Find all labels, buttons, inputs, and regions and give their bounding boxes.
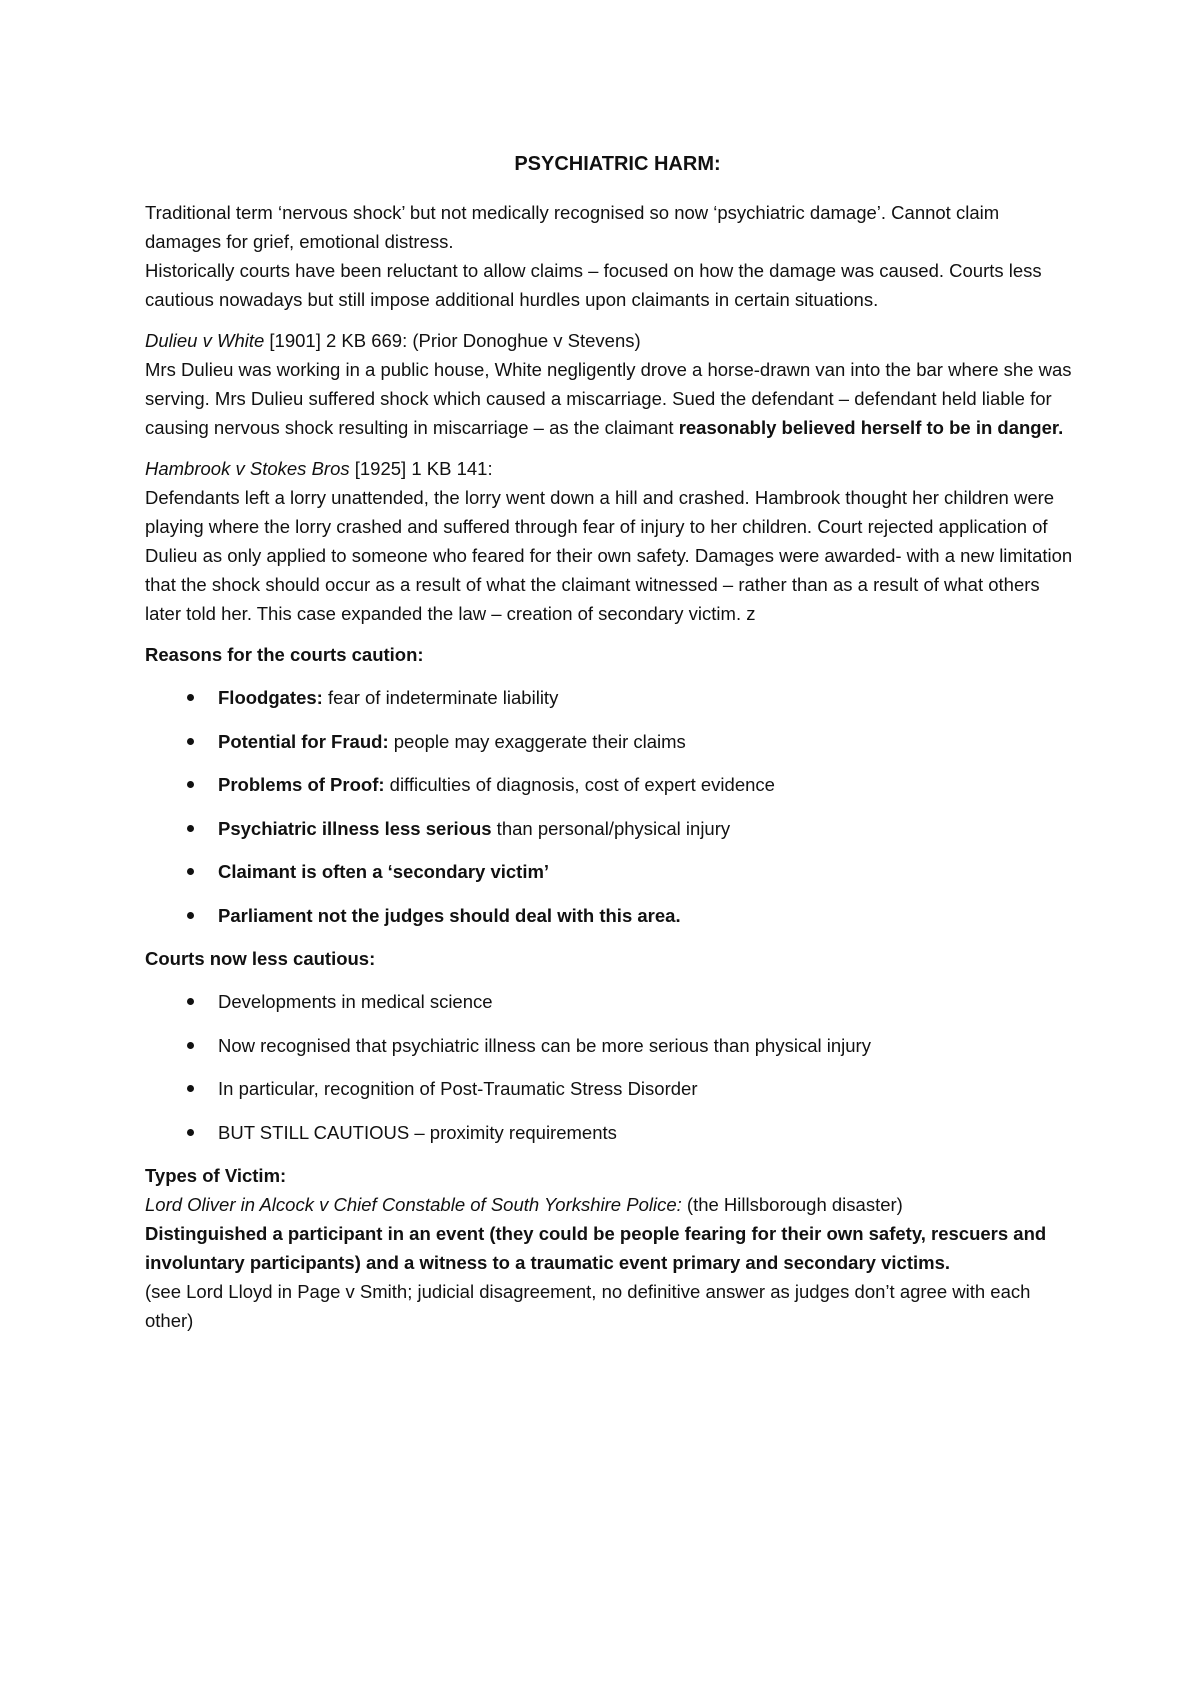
list-item — [145, 814, 1080, 843]
list-item-bold: Psychiatric illness less serious — [218, 817, 492, 839]
list-item — [145, 683, 1080, 712]
list-item-bold: Potential for Fraud: — [218, 730, 389, 752]
case-dulieu-text: Mrs Dulieu was working in a public house, White negligently drove a horse-drawn van into the bar where she was serving. Mrs Dulieu suffered shock which caused a miscarriage. Sued the defendant – defendant held liable for causing nervous shock resulting in miscarriage – as the claimant — [145, 359, 1072, 438]
list-item — [145, 857, 1080, 886]
list-item-text: difficulties of diagnosis, cost of expert evidence — [384, 774, 775, 795]
document-page — [145, 150, 1080, 1347]
list-item-bold: Problems of Proof: — [218, 774, 385, 795]
bullet-icon — [187, 1042, 194, 1049]
list-item-bold: Floodgates: — [218, 687, 323, 708]
list-item-text: Developments in medical science — [218, 991, 493, 1012]
bullet-icon — [187, 1129, 194, 1136]
list-item-text: BUT STILL CAUTIOUS – proximity requirements — [218, 1121, 617, 1143]
bullet-icon — [187, 738, 194, 745]
list-item-text: than personal/physical injury — [491, 817, 731, 839]
victims-heading: Types of Victim: — [145, 1165, 287, 1186]
list-item — [145, 987, 1080, 1016]
list-item-bold: Claimant is often a ‘secondary victim’ — [218, 861, 550, 882]
list-item-bold: Parliament not the judges should deal with this area. — [218, 904, 681, 926]
list-item-text: people may exaggerate their claims — [388, 730, 686, 752]
page-title: PSYCHIATRIC HARM: — [514, 153, 721, 175]
list-item — [145, 1118, 1080, 1147]
case-dulieu-name: Dulieu v White — [145, 330, 265, 351]
bullet-icon — [187, 998, 194, 1005]
bullet-icon — [187, 781, 194, 788]
case-hambrook-text: Defendants left a lorry unattended, the lorry went down a hill and crashed. Hambrook thought her children were playing where the lorry crashed and suffered through fear of injury to her children. Court rejected application of Dulieu as only applied to someone who feared for their own safety. Damages were awarded- with a new limitation that the shock should occur as a result of what the claimant witnessed – rather than as a result of what others later told her. This case expanded the law – creation of secondary victim. z — [145, 487, 1073, 624]
victims-case-name: Lord Oliver in Alcock v Chief Constable of South Yorkshire Police: — [145, 1194, 682, 1215]
case-hambrook-citation: [1925] 1 KB 141: — [349, 458, 493, 479]
bullet-icon — [187, 825, 194, 832]
less-cautious-heading: Courts now less cautious: — [145, 948, 376, 969]
bullet-icon — [187, 912, 194, 919]
bullet-icon — [187, 1085, 194, 1092]
intro-line-1: Traditional term ‘nervous shock’ but not medically recognised so now ‘psychiatric damage’. Cannot claim damages for grief, emotional distress. — [145, 202, 1000, 252]
reasons-list — [145, 683, 1080, 930]
bullet-icon — [187, 868, 194, 875]
victims-distinction: Distinguished a participant in an event (they could be people fearing for their own safety, rescuers and involuntary participants) and a witness to a traumatic event primary and secondary victims. — [145, 1223, 1047, 1273]
victims-section — [145, 1161, 1080, 1335]
intro-line-2: Historically courts have been reluctant to allow claims – focused on how the damage was caused. Courts less cautious nowadays but still impose additional hurdles upon claimants in certain situations. — [145, 260, 1042, 310]
victims-note: (see Lord Lloyd in Page v Smith; judicial disagreement, no definitive answer as judges don’t agree with each other) — [145, 1281, 1031, 1331]
victims-case-note: (the Hillsborough disaster) — [681, 1194, 903, 1215]
intro-paragraph — [145, 198, 1080, 314]
reasons-heading: Reasons for the courts caution: — [145, 644, 424, 665]
list-item — [145, 1031, 1080, 1060]
bullet-icon — [187, 694, 194, 701]
case-hambrook-name: Hambrook v Stokes Bros — [145, 458, 350, 479]
list-item-text: fear of indeterminate liability — [322, 687, 559, 708]
list-item — [145, 727, 1080, 756]
list-item-text: Now recognised that psychiatric illness can be more serious than physical injury — [218, 1034, 871, 1056]
case-dulieu-bold: reasonably believed herself to be in danger. — [678, 417, 1064, 438]
list-item — [145, 770, 1080, 799]
list-item — [145, 901, 1080, 930]
list-item — [145, 1074, 1080, 1103]
less-cautious-list — [145, 987, 1080, 1147]
case-dulieu — [145, 326, 1080, 442]
case-dulieu-citation: [1901] 2 KB 669: (Prior Donoghue v Stevens) — [264, 330, 641, 351]
list-item-text: In particular, recognition of Post-Traumatic Stress Disorder — [218, 1078, 698, 1099]
case-hambrook — [145, 454, 1080, 628]
